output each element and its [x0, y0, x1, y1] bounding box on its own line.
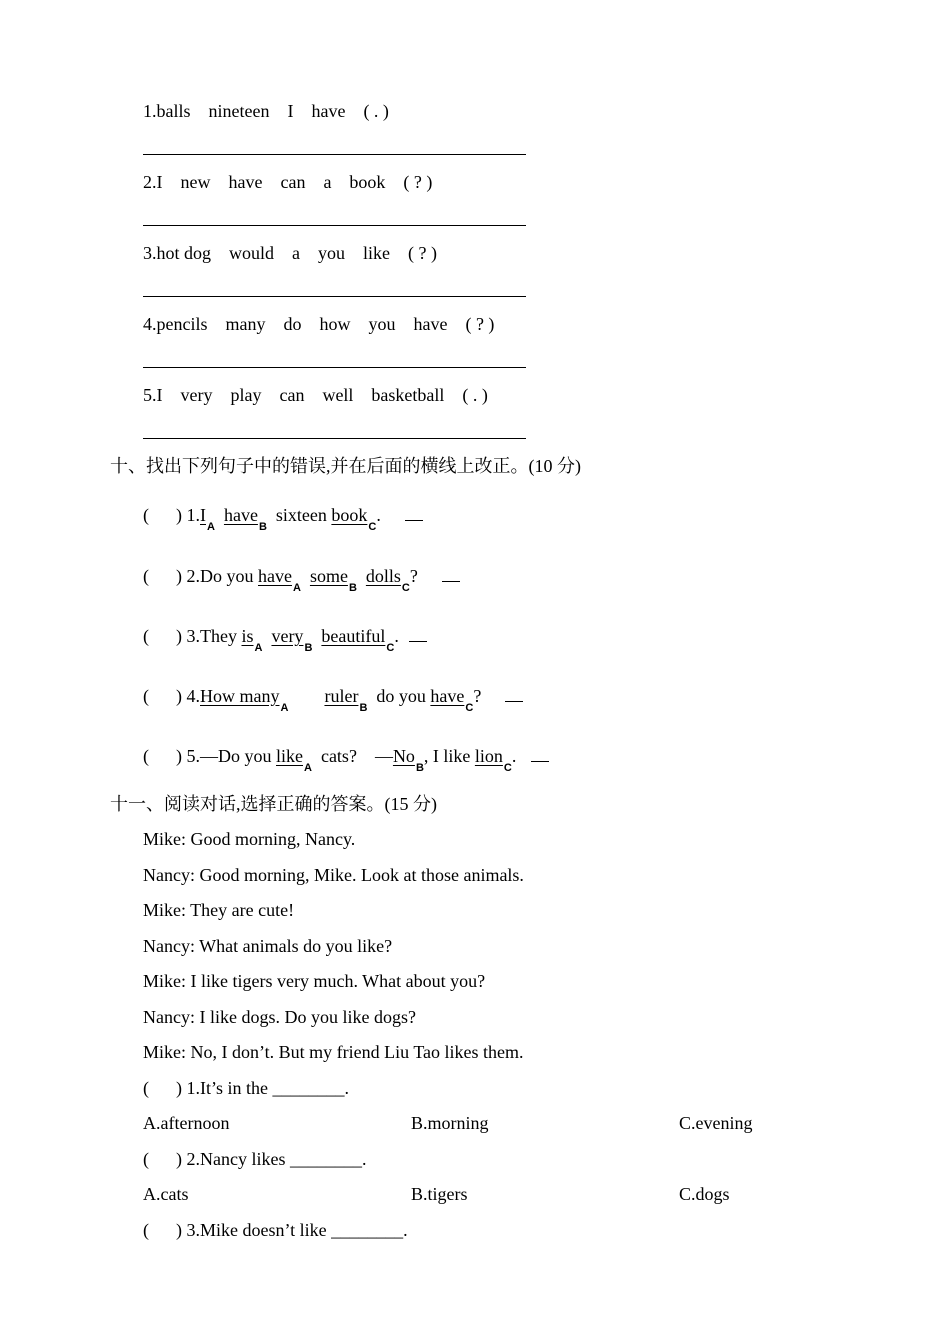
correction-blank[interactable] [531, 747, 549, 762]
answer-line-4[interactable] [143, 367, 526, 368]
dialogue-line: Nancy: What animals do you like? [143, 936, 393, 956]
answer-line-1[interactable] [143, 154, 526, 155]
answer-line-5[interactable] [143, 438, 526, 439]
correction-blank[interactable] [409, 627, 427, 642]
q2-option-a[interactable]: A.cats [143, 1184, 189, 1204]
dialogue-line: Nancy: I like dogs. Do you like dogs? [143, 1007, 416, 1027]
section-10-title: 十、找出下列句子中的错误,并在后面的横线上改正。(10 分) [110, 456, 581, 476]
answer-paren[interactable]: ( ) [143, 505, 182, 525]
option-a: have [258, 566, 292, 586]
option-a: How many [200, 686, 280, 706]
option-a: like [276, 746, 303, 766]
q2-option-b[interactable]: B.tigers [411, 1184, 468, 1204]
q1-option-c[interactable]: C.evening [679, 1113, 753, 1133]
dialogue-line: Mike: They are cute! [143, 900, 295, 920]
error-question-1: ( ) $1.I_A$ have$_B$ sixteen book$_C$. [143, 504, 423, 529]
reorder-item-3: 3.hot dog would a you like ( ? ) [143, 243, 437, 263]
q1-option-b[interactable]: B.morning [411, 1113, 489, 1133]
option-b: No [392, 746, 415, 766]
answer-paren[interactable]: ( ) [143, 686, 182, 706]
option-c: beautiful [321, 626, 386, 646]
correction-blank[interactable] [442, 567, 460, 582]
option-c: lion [474, 746, 503, 766]
error-question-4: ( ) 4.How many$_A$ ruler$_B$ do you have$_C$? [143, 685, 523, 710]
correction-blank[interactable] [505, 687, 523, 702]
answer-paren[interactable]: ( ) [143, 626, 182, 646]
error-question-3: ( ) 3.They $is_A$ very$_B$ beautiful$_C$. [143, 625, 427, 650]
option-a: is [241, 626, 254, 646]
option-c: have [430, 686, 465, 706]
q1-option-a[interactable]: A.afternoon [143, 1113, 230, 1133]
dialogue-line: Mike: I like tigers very much. What about you? [143, 971, 486, 991]
dialogue-line: Mike: No, I don’t. But my friend Liu Tao likes them. [143, 1042, 524, 1062]
dialogue-line: Nancy: Good morning, Mike. Look at those animals. [143, 865, 524, 885]
reorder-item-5: 5.I very play can well basketball ( . ) [143, 385, 488, 405]
reading-question-2[interactable]: ( ) 2.Nancy likes ________. [143, 1149, 367, 1169]
option-b: have [223, 505, 258, 525]
reorder-item-2: 2.I new have can a book ( ? ) [143, 172, 433, 192]
reorder-item-4: 4.pencils many do how you have ( ? ) [143, 314, 495, 334]
error-question-5: ( ) 5.—Do you like$_A$ cats? $—No_B$, I like lion$_C$. [143, 745, 549, 770]
q2-option-c[interactable]: C.dogs [679, 1184, 730, 1204]
answer-paren[interactable]: ( ) [143, 566, 182, 586]
answer-paren[interactable]: ( ) [143, 746, 182, 766]
option-b: some [309, 566, 348, 586]
correction-blank[interactable] [405, 506, 423, 521]
reading-question-1[interactable]: ( ) 1.It’s in the ________. [143, 1078, 349, 1098]
option-c: book [331, 505, 368, 525]
option-c: dolls [365, 566, 401, 586]
answer-line-3[interactable] [143, 296, 526, 297]
dialogue-line: Mike: Good morning, Nancy. [143, 829, 356, 849]
option-b: ruler [324, 686, 359, 706]
option-a: I [200, 505, 206, 525]
error-question-2: ( ) 2.Do you have$_A$ some$_B$ dolls$_C$? [143, 565, 460, 590]
option-b: very [271, 626, 304, 646]
reorder-item-1: 1.balls nineteen I have ( . ) [143, 101, 389, 121]
reading-question-3[interactable]: ( ) 3.Mike doesn’t like ________. [143, 1220, 408, 1240]
section-11-title: 十一、阅读对话,选择正确的答案。(15 分) [110, 794, 437, 814]
answer-line-2[interactable] [143, 225, 526, 226]
